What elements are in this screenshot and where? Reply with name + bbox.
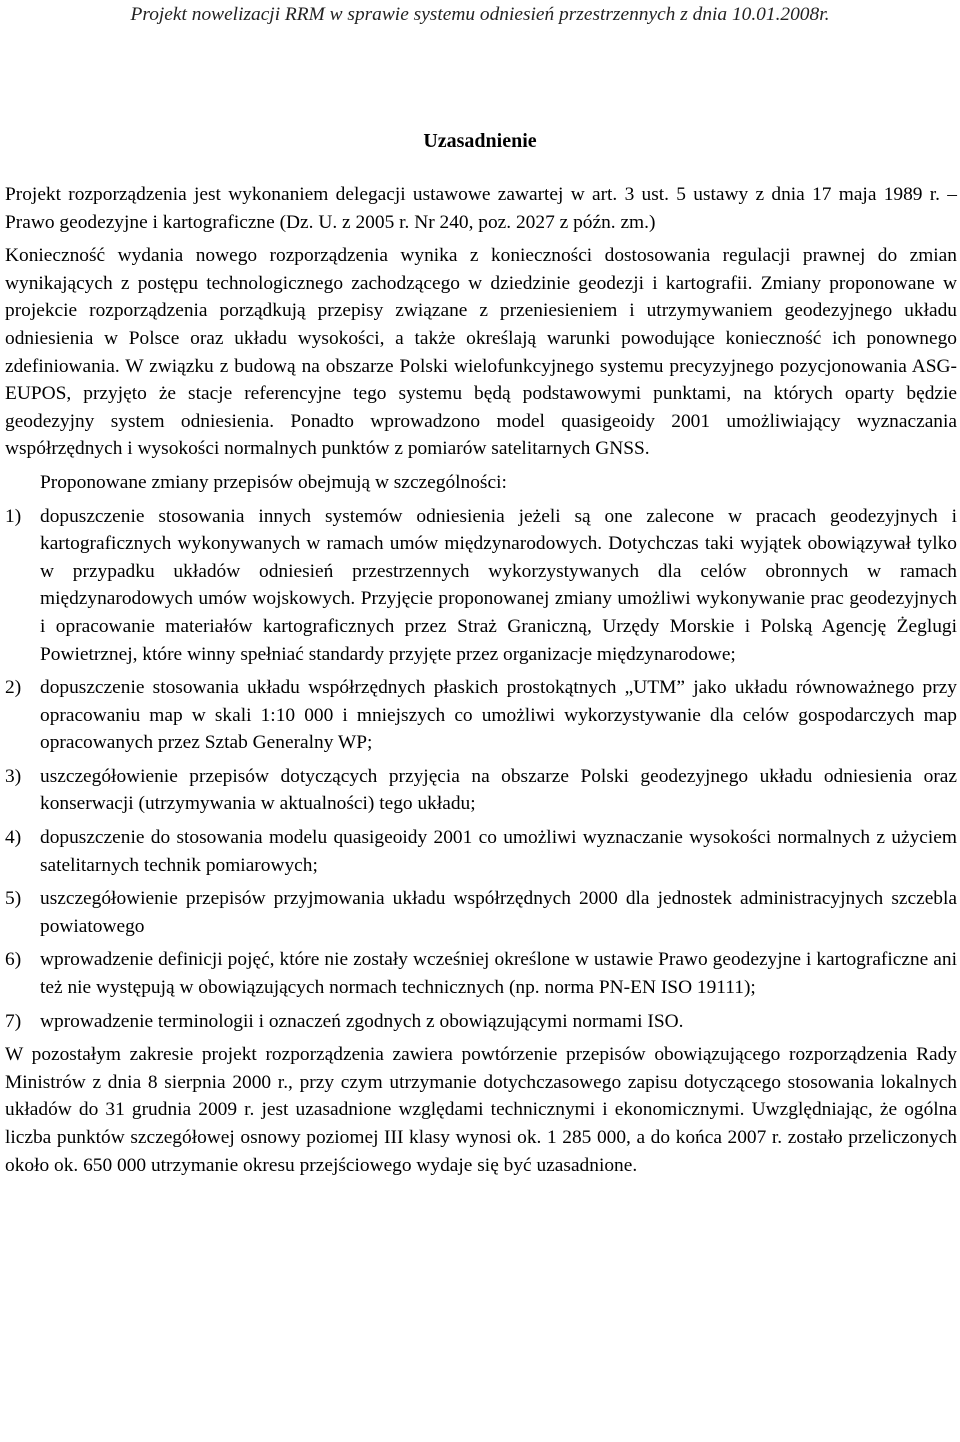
changes-list [5, 503, 957, 1036]
list-item-number: 3) [5, 765, 22, 787]
list-item [5, 946, 957, 1001]
list-item [5, 824, 957, 879]
list-item [5, 503, 957, 669]
document-body [5, 181, 957, 1179]
list-item-text: dopuszczenie stosowania innych systemów odniesienia jeżeli są one zalecone w pracach geodezyjnych i kartograficznych wykonywanych w ramach umów międzynarodowych. Dotychczas taki wyjątek obowiązywał tylko w przypadku układów odniesień przestrzennych wykorzystywanych dla celów obronnych w ramach międzynarodowych umów wojskowych. Przyjęcie proponowanej zmiany umożliwi wykonywanie prac geodezyjnych i opracowanie materiałów kartograficznych przez Straż Graniczną, Urzędy Morskie i Polską Agencję Żeglugi Powietrznej, które winny spełniać standardy przyjęte przez organizacje międzynarodowe; [40, 505, 957, 665]
list-item-text: wprowadzenie definicji pojęć, które nie zostały wcześniej określone w ustawie Prawo geodezyjne i kartograficzne ani też nie występują w obowiązujących normach technicznych (np. norma PN-EN ISO 19111); [40, 949, 957, 999]
list-item-number: 7) [5, 1010, 22, 1032]
list-item [5, 763, 957, 818]
document-title: Uzasadnienie [423, 130, 537, 152]
list-item-number: 5) [5, 888, 22, 910]
list-item-text: uszczegółowienie przepisów przyjmowania układu współrzędnych 2000 dla jednostek administracyjnych szczebla powiatowego [40, 888, 957, 937]
paragraph-legal-basis: Projekt rozporządzenia jest wykonaniem delegacji ustawowe zawartej w art. 3 ust. 5 ustawy z dnia 17 maja 1989 r. – Prawo geodezyjne i kartograficzne (Dz. U. z 2005 r. Nr 240, poz. 2027 z późn. zm.) [5, 184, 957, 233]
list-item [5, 885, 957, 940]
list-item [5, 674, 957, 757]
list-item-number: 1) [5, 505, 22, 527]
paragraph-closing: W pozostałym zakresie projekt rozporządzenia zawiera powtórzenie przepisów obowiązującego rozporządzenia Rady Ministrów z dnia 8 sierpnia 2000 r., przy czym utrzymanie dotychczasowego zapisu dotyczącego stosowania lokalnych układów do 31 grudnia 2009 r. jest uzasadnione względami technicznymi i ekonomicznymi. Uwzględniając, że ogólna liczba punktów szczegółowej osnowy poziomej III klasy wynosi ok. 1 285 000, a do końca 2007 r. zostało przeliczonych około ok. 650 000 utrzymanie okresu przejściowego wydaje się być uzasadnione. [5, 1044, 957, 1176]
list-item-text: dopuszczenie do stosowania modelu quasigeoidy 2001 co umożliwi wyznaczanie wysokości normalnych z użyciem satelitarnych technik pomiarowych; [40, 827, 957, 876]
paragraph-list-intro: Proponowane zmiany przepisów obejmują w szczególności: [40, 471, 507, 493]
list-item-number: 6) [5, 949, 22, 971]
list-item-text: uszczegółowienie przepisów dotyczących przyjęcia na obszarze Polski geodezyjnego układu odniesienia oraz konserwacji (utrzymywania w aktualności) tego układu; [40, 765, 957, 815]
document-header: Projekt nowelizacji RRM w sprawie systemu odniesień przestrzennych z dnia 10.01.2008r. [130, 4, 830, 25]
list-item-text: dopuszczenie stosowania układu współrzędnych płaskich prostokątnych „UTM” jako układu równoważnego przy opracowaniu map w skali 1:10 000 i mniejszych co umożliwi wykorzystywanie dla celów gospodarczych map opracowanych przez Sztab Generalny WP; [40, 677, 957, 754]
paragraph-justification: Konieczność wydania nowego rozporządzenia wynika z konieczności dostosowania regulacji prawnej do zmian wynikających z postępu technologicznego zachodzącego w dziedzinie geodezji i kartografii. Zmiany proponowane w projekcie rozporządzenia porządkują przepisy związane z przeniesieniem i utrzymywaniem geodezyjnego układu odniesienia w Polsce oraz układu wysokości, a także określają warunki powodujące konieczność ich ponownego zdefiniowania. W związku z budową na obszarze Polski wielofunkcyjnego systemu precyzyjnego pozycjonowania ASG-EUPOS, przyjęto że stacje referencyjne tego systemu będą podstawowymi punktami, na których oparty będzie geodezyjny system odniesienia. Ponadto wprowadzono model quasigeoidy 2001 umożliwiający wyznaczania współrzędnych i wysokości normalnych punktów z pomiarów satelitarnych GNSS. [5, 245, 957, 460]
list-item [5, 1008, 957, 1036]
list-item-number: 2) [5, 677, 22, 699]
list-item-number: 4) [5, 827, 22, 849]
list-item-text: wprowadzenie terminologii i oznaczeń zgodnych z obowiązującymi normami ISO. [40, 1010, 684, 1032]
